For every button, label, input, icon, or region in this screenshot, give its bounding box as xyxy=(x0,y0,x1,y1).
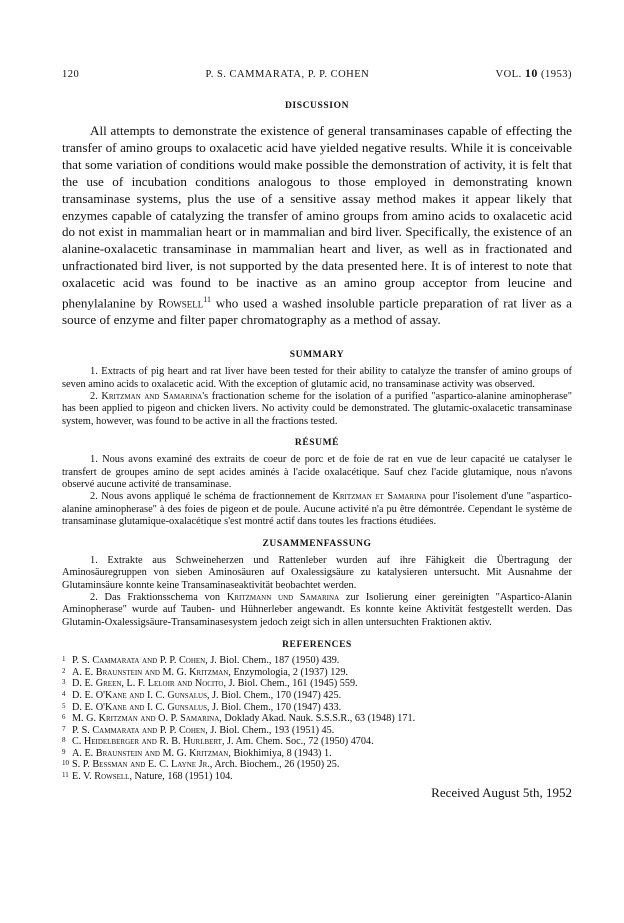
zusammenfassung-paragraph-2: 2. Das Fraktionsschema von Kritzmann und Samarina zur Isolierung einer gereinigten "Aspartico-Alanin Aminopherase" wurde auf Tauben- und Hühnerleber angewandt. Es konnte keine Aktivität festgestellt werden. Das Glutamin-Oxalessigsäure-Transaminasesystem jedoch zeigt sich in allen untersuchten Fraktionen aktiv. xyxy=(62,591,573,628)
cited-author: Kritzman et Samarina xyxy=(332,491,427,503)
reference-item xyxy=(62,748,572,760)
zusammenfassung-heading: ZUSAMMENFASSUNG xyxy=(262,538,372,549)
zusammenfassung-block xyxy=(62,555,572,629)
reference-item xyxy=(62,667,572,679)
summary-paragraph-2: 2. Kritzman and Samarina's fractionation scheme for the isolation of a purified "aspartico-alanine aminopherase" has been applied to pigeon and chicken livers. No activity could be demonstrated. The glutamic-oxalacetic transaminase system, however, was found to be active in all the fractions tested. xyxy=(62,391,572,427)
reference-text xyxy=(72,713,572,725)
reference-source: , Doklady Akad. Nauk. S.S.S.R., 63 (1948) 171. xyxy=(219,713,416,725)
reference-source: , J. Biol. Chem., 170 (1947) 425. xyxy=(206,689,342,701)
references-list xyxy=(62,655,572,783)
reference-item xyxy=(62,690,572,702)
reference-item xyxy=(62,702,572,714)
resume-paragraph-1: 1. Nous avons examiné des extraits de coeur de porc et de foie de rat en vue de leur capacité ue catalyser le transfert de groupes amino de sept acides aminés à l'acide oxalacétique. Sauf chez l'acide glutamique, nous n'avons observé aucune activité de transaminase. xyxy=(62,454,572,491)
reference-authors: P. S. Cammarata and P. P. Cohen xyxy=(72,724,206,736)
volume-number: 10 xyxy=(524,66,538,80)
summary-paragraph-1: 1. Extracts of pig heart and rat liver have been tested for their ability to catalyze the transfer of amino groups of seven amino acids to oxalacetic acid. With the exception of glutamic acid, no transaminase activity was observed. xyxy=(62,366,572,390)
reference-number: 4 xyxy=(62,689,66,698)
reference-number: 3 xyxy=(62,678,66,687)
reference-source: , J. Biol. Chem., 187 (1950) 439. xyxy=(205,655,340,667)
references-heading: REFERENCES xyxy=(282,640,352,651)
discussion-heading: DISCUSSION xyxy=(284,101,350,111)
reference-text xyxy=(72,759,572,771)
reference-authors: A. E. Braunstein and M. G. Kritzman xyxy=(72,747,229,759)
reference-text xyxy=(72,667,572,679)
reference-source: , J. Biol. Chem., 193 (1951) 45. xyxy=(205,724,335,736)
reference-text xyxy=(72,655,572,667)
zusammenfassung-paragraph-1: 1. Extrakte aus Schweineherzen und Rattenleber wurden auf ihre Fähigkeit die Übertragung der Aminosäuregruppen von sieben Aminosäuren auf Oxalessigsäure zu katalysieren untersucht. Mit Ausnahme der Glutaminsäure konnte keine Transaminaseaktivität beobachtet werden. xyxy=(62,554,572,591)
reference-number: 1 xyxy=(62,655,66,664)
reference-text xyxy=(72,702,572,714)
reference-text xyxy=(72,771,572,783)
reference-number: 2 xyxy=(62,666,66,675)
running-authors: P. S. CAMMARATA, P. P. COHEN xyxy=(205,69,370,80)
resume-heading: RÉSUMÉ xyxy=(294,438,340,449)
reference-source: , J. Biol. Chem., 161 (1945) 559. xyxy=(223,678,358,690)
volume-info xyxy=(496,66,572,81)
reference-authors: A. E. Braunstein and M. G. Kritzman xyxy=(72,666,229,678)
reference-authors: S. P. Bessman and E. C. Layne Jr. xyxy=(72,759,210,771)
reference-item xyxy=(62,678,572,690)
page xyxy=(62,66,572,801)
page-number: 120 xyxy=(62,69,80,80)
reference-number: 10 xyxy=(62,759,69,768)
reference-text xyxy=(72,690,572,702)
reference-number: 5 xyxy=(62,701,66,710)
cited-author: Rowsell xyxy=(158,295,204,311)
reference-authors: P. S. Cammarata and P. P. Cohen xyxy=(72,655,206,667)
reference-authors: D. E. O'Kane and I. C. Gunsalus xyxy=(72,701,207,713)
reference-number: 6 xyxy=(62,713,66,722)
discussion-paragraph: All attempts to demonstrate the existence of general transaminases capable of effecting the transfer of amino groups to oxalacetic acid have yielded negative results. While it is conceivable that some variation of conditions would make possible the demonstration of activity, it is felt that the use of incubation conditions analogous to those employed in demonstrating known transaminase systems, plus the use of a sensitive assay method makes it appear likely that enzymes capable of catalyzing the transfer of amino groups from amino acids to oxalacetic acid do not exist in mammalian heart or in mammalian and bird liver. Specifically, the existence of an alanine-oxalacetic transaminase in mammalian heart and liver, as well as in fractionated and unfractionated bird liver, is not supported by the data presented here. It is of interest to note that oxalacetic acid was found to be inactive as an amino group acceptor from leucine and phenylalanine by Rowsell$^{11}$ who used a washed insoluble particle preparation of rat liver as a source of enzyme and filter paper chromatography as a method of assay. xyxy=(62,123,572,328)
citation-marker: 11 xyxy=(203,295,211,305)
reference-text xyxy=(72,736,572,748)
reference-text xyxy=(72,725,572,737)
reference-source: , Biokhimiya, 8 (1943) 1. xyxy=(228,747,332,759)
reference-source: , Arch. Biochem., 26 (1950) 25. xyxy=(209,759,340,771)
resume-block xyxy=(62,454,572,528)
reference-number: 9 xyxy=(62,747,66,756)
running-head xyxy=(62,66,572,80)
reference-text xyxy=(72,678,572,690)
resume-paragraph-2: 2. Nous avons appliqué le schéma de fractionnement de Kritzman et Samarina pour l'isolement d'une "aspartico-alanine aminopherase" à des foies de pigeon et de poule. Aucune activité n'a pu être démontrée. Cependant le système de transaminase glutamique-oxalacétique s'est montré actif dans toutes les fractions étudiées. xyxy=(62,491,572,528)
reference-source: , Enzymologia, 2 (1937) 129. xyxy=(228,666,349,678)
reference-text xyxy=(72,748,572,760)
reference-authors: D. E. Green, L. F. Leloir and Nocito xyxy=(72,678,224,690)
summary-heading: SUMMARY xyxy=(289,350,345,361)
reference-item xyxy=(62,736,572,748)
reference-source: , J. Am. Chem. Soc., 72 (1950) 4704. xyxy=(221,736,374,748)
reference-number: 8 xyxy=(62,736,66,745)
reference-item xyxy=(62,713,572,725)
reference-number: 7 xyxy=(62,724,66,733)
reference-source: , Nature, 168 (1951) 104. xyxy=(129,771,233,783)
cited-author: Kritzmann und Samarina xyxy=(226,591,340,603)
reference-item xyxy=(62,725,572,737)
volume-prefix: VOL. xyxy=(495,69,522,80)
reference-item xyxy=(62,759,572,771)
reference-authors: E. V. Rowsell xyxy=(72,771,130,783)
cited-author: Kritzman and Samarina xyxy=(101,391,203,403)
reference-authors: C. Heidelberger and R. B. Hurlbert xyxy=(72,736,222,748)
received-date: Received August 5th, 1952 xyxy=(431,784,572,800)
reference-item xyxy=(62,655,572,667)
volume-year: (1953) xyxy=(540,69,572,80)
reference-number: 11 xyxy=(62,771,69,780)
reference-source: , J. Biol. Chem., 170 (1947) 433. xyxy=(206,701,342,713)
reference-authors: M. G. Kritzman and O. P. Samarina xyxy=(72,713,220,725)
reference-item xyxy=(62,771,572,783)
reference-authors: D. E. O'Kane and I. C. Gunsalus xyxy=(72,689,207,701)
summary-block xyxy=(62,366,572,428)
